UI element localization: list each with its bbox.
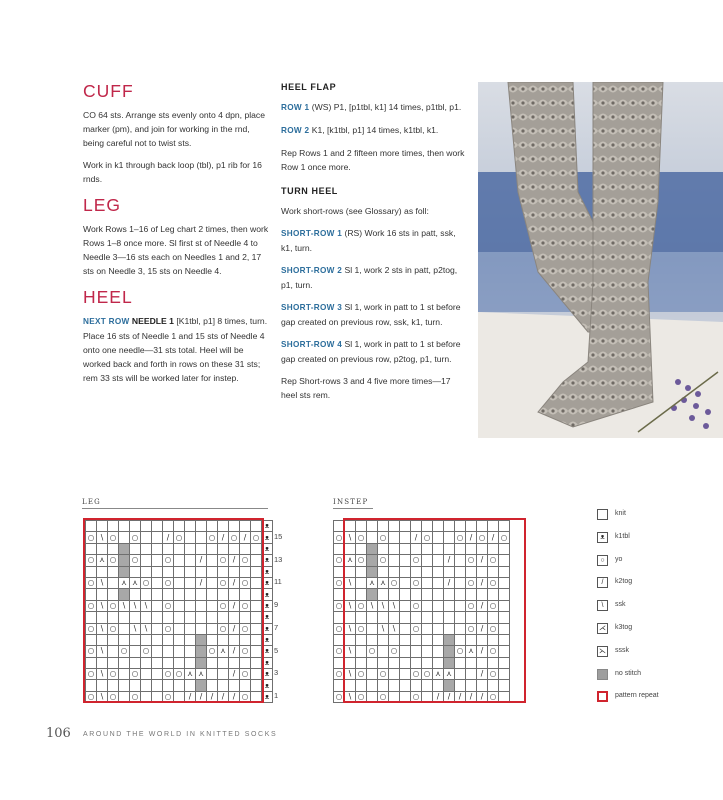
chart-cell: /: [444, 555, 455, 566]
short-row-2-label: SHORT-ROW 2: [281, 266, 343, 275]
chart-cell: ○: [477, 532, 488, 543]
instep-title-rule: [333, 508, 373, 509]
chart-cell: ○: [334, 532, 345, 543]
short-row-2-text: Sl 1, work 2 sts in patt, p2tog, p1, turn.: [281, 265, 458, 290]
chart-cell: \: [345, 577, 356, 588]
key-symbol-icon: ⋋: [599, 647, 606, 655]
chart-cell: \: [345, 623, 356, 634]
left-text-column: [83, 80, 269, 393]
row-number: 13: [274, 554, 283, 564]
chart-cell: ○: [218, 623, 229, 634]
key-symbol-icon: \: [597, 600, 608, 611]
heel-heading: HEEL: [83, 287, 133, 307]
chart-cell: \: [141, 600, 152, 611]
chart-cell: /: [444, 577, 455, 588]
chart-cell: ○: [86, 669, 97, 680]
short-row-3-text: Sl 1, work in patt to 1 st before gap created on previous row, ssk, k1, turn.: [281, 302, 461, 327]
key-symbol-icon: ○: [597, 555, 608, 566]
chart-cell: /: [196, 555, 207, 566]
chart-cell: ○: [488, 577, 499, 588]
chart-cell: \: [367, 600, 378, 611]
chart-cell: /: [229, 669, 240, 680]
chart-cell: ○: [466, 600, 477, 611]
chart-cell: ○: [130, 669, 141, 680]
row-1-label: ROW 1: [281, 103, 310, 112]
chart-cell: ⋏: [97, 555, 108, 566]
chart-cell: \: [97, 669, 108, 680]
chart-cell: ᴥ: [262, 532, 273, 543]
chart-cell: ○: [240, 577, 251, 588]
leg-chart-title: LEG: [82, 498, 101, 506]
chart-cell: ○: [356, 669, 367, 680]
chart-cell: ○: [108, 623, 119, 634]
chart-cell: /: [477, 623, 488, 634]
chart-cell: \: [345, 646, 356, 657]
chart-cell: ○: [466, 555, 477, 566]
chart-cell: ○: [108, 600, 119, 611]
chart-cell: ᴥ: [262, 612, 273, 623]
chart-cell: /: [466, 691, 477, 702]
chart-cell: \: [141, 623, 152, 634]
chart-cell: ○: [108, 691, 119, 702]
chart-cell: ○: [378, 691, 389, 702]
chart-cell: ᴥ: [262, 691, 273, 702]
chart-cell: /: [229, 555, 240, 566]
chart-cell: /: [444, 691, 455, 702]
chart-cell: ○: [174, 532, 185, 543]
chart-cell: ○: [455, 532, 466, 543]
chart-cell: ○: [240, 555, 251, 566]
chart-cell: ○: [488, 600, 499, 611]
chart-cell: ○: [422, 669, 433, 680]
row-1-text: (WS) P1, [p1tbl, k1] 14 times, p1tbl, p1.: [311, 102, 462, 112]
chart-cell: ○: [86, 691, 97, 702]
chart-cell: ○: [163, 623, 174, 634]
row-number: 5: [274, 645, 279, 655]
chart-cell: /: [477, 600, 488, 611]
chart-cell: \: [97, 691, 108, 702]
chart-cell: ⋏: [196, 669, 207, 680]
chart-cell: \: [389, 600, 400, 611]
chart-cell: \: [97, 646, 108, 657]
chart-cell: ⋏: [345, 555, 356, 566]
chart-cell: /: [240, 532, 251, 543]
key-label: yo: [615, 555, 623, 563]
leg-paragraph: Work Rows 1–16 of Leg chart 2 times, then work Rows 1–8 once more. Sl first st of Needle 4 to Needle 3—16 sts each on Needles 1 and 2, 17 sts on Needle 3, 15 sts on Needle 4.: [83, 224, 269, 276]
chart-cell: ᴥ: [262, 634, 273, 645]
chart-cell: \: [130, 600, 141, 611]
needle-label: NEEDLE 1: [131, 316, 174, 326]
turn-heel-final: Rep Short-rows 3 and 4 five more times—17 heel sts rem.: [281, 376, 451, 400]
key-label: knit: [615, 510, 626, 517]
turn-heel-heading: TURN HEEL: [281, 186, 338, 196]
chart-cell: ○: [251, 532, 262, 543]
chart-cell: ○: [130, 691, 141, 702]
row-number: 1: [274, 690, 279, 700]
chart-cell: ○: [141, 646, 152, 657]
chart-cell: /: [207, 691, 218, 702]
row-2-label: ROW 2: [281, 126, 310, 135]
chart-cell: ○: [378, 669, 389, 680]
chart-cell: ○: [411, 691, 422, 702]
chart-cell: ᴥ: [262, 566, 273, 577]
leg-pattern-repeat-box: [83, 518, 264, 703]
heel-flap-repeat: Rep Rows 1 and 2 fifteen more times, then work Row 1 once more.: [281, 148, 465, 172]
heel-text: [K1tbl, p1] 8 times, turn. Place 16 sts of Needle 1 and 15 sts of Needle 4 onto one needle—31 sts total. Heel will be worked back and forth in rows on these 31 sts; rem 33 sts will be worked later for instep.: [83, 316, 268, 383]
key-symbol-icon: [597, 691, 608, 702]
chart-cell: ○: [466, 623, 477, 634]
short-row-4-text: Sl 1, work in patt to 1 st before gap created on previous row, p2tog, p1, turn.: [281, 339, 461, 364]
chart-cell: ○: [240, 691, 251, 702]
chart-cell: ○: [334, 669, 345, 680]
chart-cell: ○: [240, 646, 251, 657]
chart-cell: ᴥ: [262, 543, 273, 554]
chart-cell: ○: [174, 669, 185, 680]
key-label: k1tbl: [615, 532, 630, 540]
chart-cell: ○: [334, 555, 345, 566]
short-row-1-label: SHORT-ROW 1: [281, 229, 343, 238]
chart-cell: /: [218, 691, 229, 702]
chart-cell: /: [455, 691, 466, 702]
sock-photo-illustration: [478, 82, 723, 438]
chart-cell: ○: [86, 532, 97, 543]
chart-cell: \: [130, 623, 141, 634]
chart-cell: ○: [389, 646, 400, 657]
chart-cell: ○: [422, 532, 433, 543]
chart-cell: ○: [488, 691, 499, 702]
chart-cell: ○: [378, 532, 389, 543]
chart-cell: /: [163, 532, 174, 543]
chart-cell: ᴥ: [262, 600, 273, 611]
chart-cell: /: [477, 555, 488, 566]
chart-cell: ○: [108, 669, 119, 680]
chart-cell: ○: [455, 646, 466, 657]
chart-cell: ○: [240, 669, 251, 680]
chart-cell: ○: [488, 669, 499, 680]
chart-cell: ○: [218, 577, 229, 588]
chart-cell: ᴥ: [262, 521, 273, 532]
chart-cell: ○: [240, 623, 251, 634]
chart-cell: ⋏: [444, 669, 455, 680]
chart-cell: ○: [488, 623, 499, 634]
short-row-2: [281, 263, 469, 292]
cuff-heading: CUFF: [83, 81, 134, 101]
chart-cell: ○: [356, 532, 367, 543]
chart-cell: /: [229, 577, 240, 588]
chart-cell: /: [477, 646, 488, 657]
chart-cell: ○: [334, 646, 345, 657]
chart-cell: ○: [130, 532, 141, 543]
chart-cell: ᴥ: [262, 555, 273, 566]
chart-cell: ○: [119, 646, 130, 657]
short-row-3-label: SHORT-ROW 3: [281, 303, 343, 312]
chart-cell: ○: [163, 691, 174, 702]
cuff-paragraph-1: CO 64 sts. Arrange sts evenly onto 4 dpn, place marker (pm), and join for working in the rnd, being careful not to twist sts.: [83, 110, 266, 148]
chart-cell: ○: [466, 577, 477, 588]
chart-cell: ⋏: [433, 669, 444, 680]
chart-cell: /: [477, 669, 488, 680]
chart-cell: ⋏: [218, 646, 229, 657]
key-symbol-icon: [597, 509, 608, 520]
chart-cell: \: [345, 600, 356, 611]
chart-cell: ⋏: [185, 669, 196, 680]
heel-flap-row-1: [281, 100, 469, 115]
chart-cell: ○: [86, 646, 97, 657]
chart-cell: ○: [141, 577, 152, 588]
chart-cell: ○: [163, 577, 174, 588]
chart-cell: ○: [389, 577, 400, 588]
key-label: no stitch: [615, 669, 642, 677]
row-number: 15: [274, 532, 283, 541]
middle-text-column: [281, 80, 469, 410]
chart-cell: \: [378, 623, 389, 634]
chart-cell: ○: [86, 555, 97, 566]
chart-cell: ○: [356, 600, 367, 611]
chart-cell: ⋏: [130, 577, 141, 588]
chart-cell: /: [196, 577, 207, 588]
chart-cell: ○: [218, 555, 229, 566]
chart-cell: ○: [163, 600, 174, 611]
sock-photo: [478, 82, 723, 438]
chart-cell: ○: [367, 646, 378, 657]
cuff-paragraph-2: Work in k1 through back loop (tbl), p1 rib for 16 rnds.: [83, 160, 262, 184]
leg-title-rule: [82, 508, 268, 509]
chart-cell: ○: [411, 600, 422, 611]
chart-cell: ○: [207, 532, 218, 543]
key-label: sssk: [615, 646, 629, 654]
chart-cell: ᴥ: [262, 646, 273, 657]
next-row-label: NEXT ROW: [83, 317, 130, 326]
key-label: pattern repeat: [615, 692, 659, 700]
chart-cell: /: [185, 691, 196, 702]
chart-cell: ○: [411, 669, 422, 680]
chart-cell: /: [229, 623, 240, 634]
chart-cell: ○: [218, 600, 229, 611]
chart-cell: \: [345, 691, 356, 702]
chart-cell: \: [97, 532, 108, 543]
heel-flap-heading: HEEL FLAP: [281, 82, 337, 92]
chart-cell: ○: [108, 555, 119, 566]
leg-heading: LEG: [83, 195, 122, 215]
chart-cell: \: [378, 600, 389, 611]
chart-cell: ○: [86, 600, 97, 611]
key-label: k3tog: [615, 624, 633, 631]
turn-heel-intro: Work short-rows (see Glossary) as foll:: [281, 206, 429, 216]
chart-cell: ⋏: [119, 577, 130, 588]
short-row-4: [281, 337, 469, 366]
key-label: k2tog: [615, 578, 633, 586]
chart-cell: /: [433, 691, 444, 702]
chart-cell: ○: [356, 623, 367, 634]
chart-cell: \: [97, 600, 108, 611]
chart-cell: ○: [207, 646, 218, 657]
chart-cell: ○: [163, 669, 174, 680]
chart-cell: \: [389, 623, 400, 634]
row-number: 9: [274, 600, 279, 610]
chart-cell: ○: [86, 577, 97, 588]
instep-pattern-repeat-box: [343, 518, 526, 703]
chart-cell: ○: [163, 555, 174, 566]
chart-cell: ○: [229, 532, 240, 543]
key-label: ssk: [615, 601, 626, 609]
chart-cell: ᴥ: [262, 577, 273, 588]
chart-cell: ○: [411, 577, 422, 588]
chart-cell: \: [345, 669, 356, 680]
chart-cell: /: [488, 532, 499, 543]
chart-cell: /: [477, 691, 488, 702]
chart-cell: ○: [378, 555, 389, 566]
heel-paragraph: [83, 314, 269, 385]
chart-cell: ᴥ: [262, 623, 273, 634]
chart-cell: /: [229, 646, 240, 657]
chart-cell: ○: [240, 600, 251, 611]
chart-cell: ○: [411, 555, 422, 566]
chart-cell: ᴥ: [262, 589, 273, 600]
chart-cell: ○: [499, 532, 510, 543]
chart-cell: \: [119, 600, 130, 611]
chart-cell: ⋏: [378, 577, 389, 588]
row-number: 11: [274, 577, 282, 587]
chart-cell: \: [97, 623, 108, 634]
chart-cell: ⋏: [466, 646, 477, 657]
chart-cell: /: [229, 691, 240, 702]
heel-flap-row-2: [281, 123, 469, 138]
row-2-text: K1, [k1tbl, p1] 14 times, k1tbl, k1.: [311, 125, 439, 135]
chart-cell: /: [229, 600, 240, 611]
chart-cell: ᴥ: [262, 680, 273, 691]
chart-cell: /: [477, 577, 488, 588]
chart-cell: ○: [86, 623, 97, 634]
chart-cell: ᴥ: [262, 669, 273, 680]
chart-cell: ○: [488, 646, 499, 657]
short-row-1-text: (RS) Work 16 sts in patt, ssk, k1, turn.: [281, 228, 456, 253]
key-symbol-icon: [597, 669, 608, 680]
row-number: 7: [274, 622, 279, 632]
chart-cell: ○: [411, 623, 422, 634]
chart-cell: /: [411, 532, 422, 543]
chart-cell: /: [218, 532, 229, 543]
chart-cell: /: [196, 691, 207, 702]
chart-cell: ○: [488, 555, 499, 566]
chart-cell: ○: [334, 577, 345, 588]
key-symbol-icon: /: [597, 577, 608, 588]
book-title: AROUND THE WORLD IN KNITTED SOCKS: [83, 731, 278, 738]
chart-cell: ○: [334, 600, 345, 611]
instep-chart-title: INSTEP: [333, 498, 369, 506]
row-number: 3: [274, 668, 279, 678]
chart-cell: ○: [356, 555, 367, 566]
key-symbol-icon: ⋌: [599, 625, 606, 632]
chart-cell: ○: [108, 532, 119, 543]
page-number: 106: [46, 726, 71, 741]
key-symbol-icon: ᴥ: [597, 532, 608, 543]
chart-cell: ○: [356, 691, 367, 702]
chart-cell: ○: [130, 555, 141, 566]
chart-cell: \: [97, 577, 108, 588]
short-row-3: [281, 300, 469, 329]
chart-cell: ○: [334, 691, 345, 702]
chart-cell: ᴥ: [262, 657, 273, 668]
short-row-4-label: SHORT-ROW 4: [281, 340, 343, 349]
chart-cell: ⋏: [367, 577, 378, 588]
chart-cell: \: [345, 532, 356, 543]
chart-cell: /: [466, 532, 477, 543]
chart-cell: ○: [334, 623, 345, 634]
short-row-1: [281, 226, 469, 255]
